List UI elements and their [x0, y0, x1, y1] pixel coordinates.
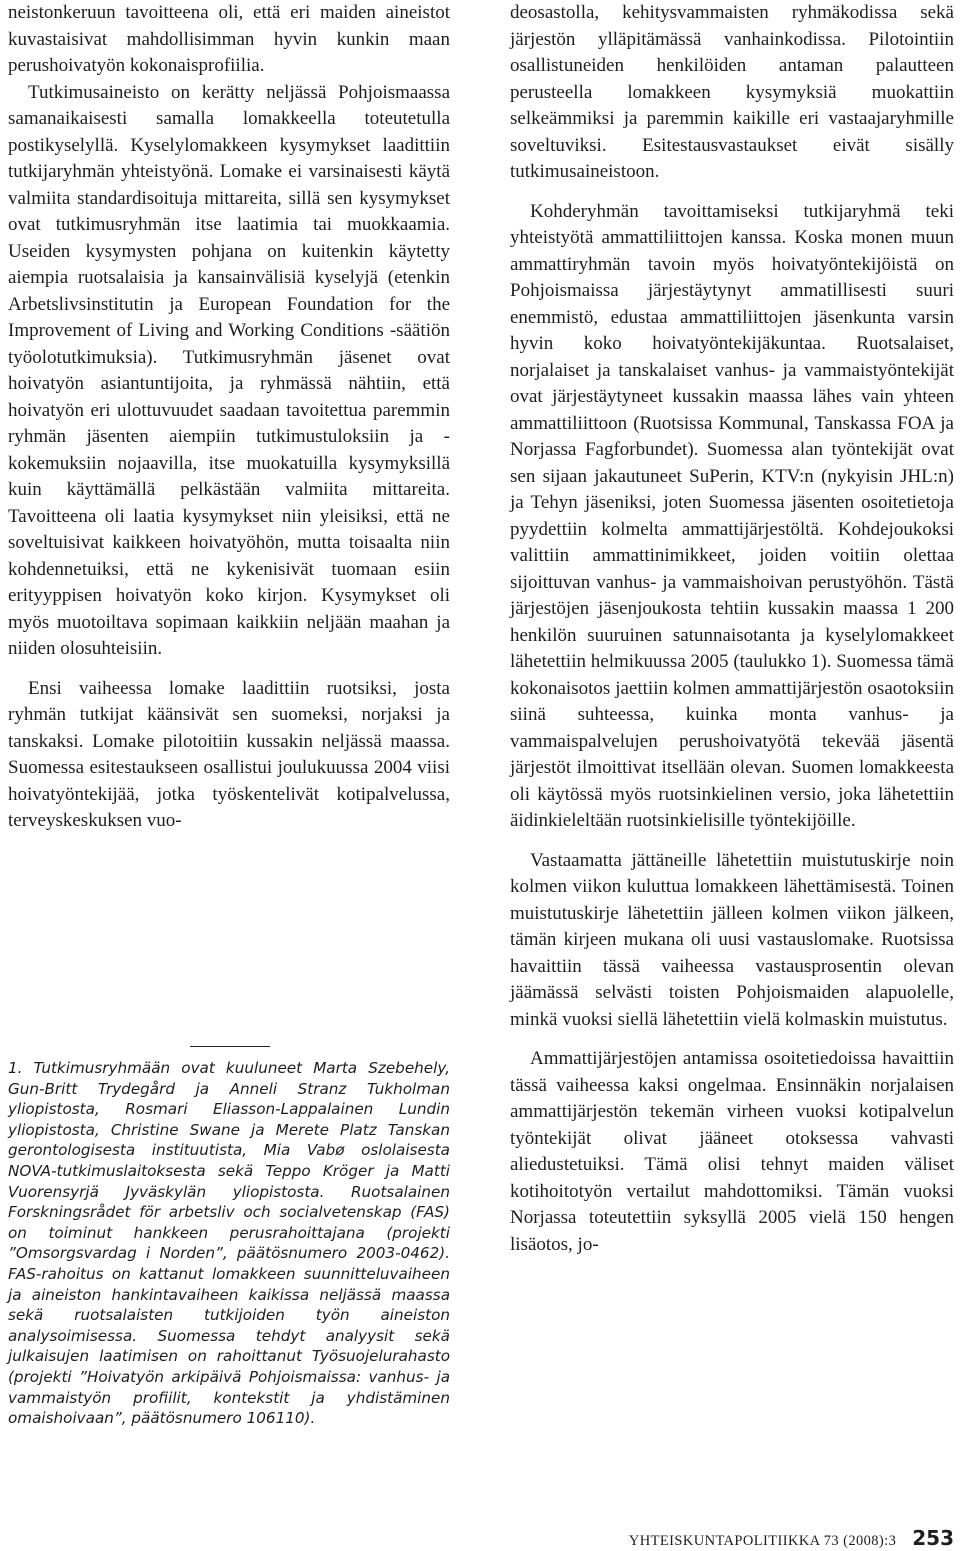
left-column: [8, 0, 450, 835]
paragraph: deosastolla, kehitysvammaisten ryhmäkodissa sekä järjestön ylläpitämässä vanhainkodissa. Pilotointiin osallistuneiden henkilöiden antaman palautteen perusteella lomakkeen kysymyksiä muokattiin selkeämmiksi ja paremmin kaikille eri vastaajaryhmille soveltuviksi. Esitestausvastaukset eivät sisälly tutkimusaineistoon.: [510, 2, 954, 182]
journal-name: YHTEISKUNTAPOLITIIKKA 73 (2008):3: [628, 1533, 897, 1549]
page-footer: [629, 1526, 954, 1550]
right-column: [510, 0, 954, 1258]
page-number: 253: [912, 1526, 954, 1550]
paragraph: Ensi vaiheessa lomake laadittiin ruotsiksi, josta ryhmän tutkijat käänsivät sen suomeksi, norjaksi ja tanskaksi. Lomake pilotoitiin kussakin neljässä maassa. Suomessa esitestaukseen osallistui joulukuussa 2004 viisi hoivatyöntekijää, jotka työskentelivät kotipalvelussa, terveyskeskuksen vuo-: [8, 677, 450, 831]
paragraph: Ammattijärjestöjen antamissa osoitetiedoissa havaittiin tässä vaiheessa kaksi ongelmaa. Ensinnäkin norjalaisen ammattijärjestön tekemän virheen vuoksi kotipalvelun työntekijät olivat jääneet otoksessa vahvasti aliedustetuiksi. Tämä olisi tehnyt maiden väliset kotihoitotyön vertailut mahdottomiksi. Tämän vuoksi Norjassa toteutettiin syksyllä 2005 vielä 150 hengen lisäotos, jo-: [510, 1048, 954, 1255]
paragraph: Kohderyhmän tavoittamiseksi tutkijaryhmä teki yhteistyötä ammattiliittojen kanssa. Koska monen muun ammattiryhmän tavoin myös hoivatyöntekijöistä on Pohjoismaissa järjestäytynyt ammatillisesti suuri enemmistö, edustaa ammattiliittojen jäsenkunta varsin hyvin koko hoivatyöntekijäkuntaa. Ruotsalaiset, norjalaiset ja tanskalaiset vanhus- ja vammaistyöntekijät ovat järjestäytyneet kussakin maassa lähes vain yhteen ammattiliittoon (Ruotsissa Kommunal, Tanskassa FOA ja Norjassa Fagforbundet). Suomessa alan työntekijät ovat sen sijaan jakautuneet SuPerin, KTV:n (nykyisin JHL:n) ja Tehyn jäseniksi, joten Suomessa jäsenten osoitetietoja pyydettiin kolmelta ammattijärjestöltä. Kohdejoukoksi valittiin ammattinimikkeet, joiden voitiin olettaa sijoittuvan vanhus- ja vammaishoivan perustyöhön. Tästä järjestöjen jäsenjoukosta tehtiin kussakin maassa 1 200 henkilön suuruinen satunnaisotanta ja kyselylomakkeet lähetettiin helmikuussa 2005 (taulukko 1). Suomessa tämä kokonaisotos jaettiin kolmen ammattijärjestön osaotoksiin siinä suhteessa, kuinka monta vanhus- ja vammaispalvelujen perushoivatyötä tekevää jäsentä järjestöt ilmoittivat itsellään olevan. Suomen lomakkeesta oli käytössä myös ruotsinkielinen versio, joka lähetettiin äidinkieleltään ruotsinkielisille työntekijöille.: [510, 200, 954, 831]
footnote-separator: [190, 1046, 270, 1047]
paragraph: Tutkimusaineisto on kerätty neljässä Pohjoismaassa samanaikaisesti samalla lomakkeella toteutetulla postikyselyllä. Kyselylomakkeen kysymykset laadittiin tutkijaryhmän yhteistyönä. Lomake ei varsinaisesti käytä valmiita standardisoituja mittareita, sillä sen kysymykset ovat tutkimusryhmän itse laatimia tai muokkaamia. Useiden kysymysten pohjana on kuitenkin käytetty aiempia ruotsalaisia ja kansainvälisiä kyselyjä (etenkin Arbetslivsinstitutin ja European Foundation for the Improvement of Living and Working Conditions -säätiön työolotutkimuksia). Tutkimusryhmän jäsenet ovat hoivatyön asiantuntijoita, ja ryhmässä nähtiin, että hoivatyön eri ulottuvuudet saadaan tavoitettua paremmin ryhmän jäsenten aiempiin tutkimustuloksiin ja -kokemuksiin nojaavilla, itse muokatuilla kysymyksillä kuin käyttämällä pelkästään valmiita mittareita. Tavoitteena oli laatia kysymykset niin yleisiksi, että ne soveltuisivat kaikkeen hoivatyöhön, mutta toisaalta niin kohdennetuiksi, että ne kykenisivät tuomaan esiin erityyppisen hoivatyön koko kirjon. Kysymykset oli myös muotoiltava sopimaan kaikkiin neljään maahan ja niiden olosuhteisiin.: [8, 81, 450, 659]
paragraph: neistonkeruun tavoitteena oli, että eri maiden aineistot kuvastaisivat mahdollisimman hyvin kunkin maan perushoivatyön kokonaisprofiilia.: [8, 2, 450, 76]
paragraph: Vastaamatta jättäneille lähetettiin muistutuskirje noin kolmen viikon kuluttua lomakkeen lähettämisestä. Toinen muistutuskirje lähetettiin jälleen kolmen viikon jälkeen, tämän kirjeen mukana oli uusi vastauslomake. Ruotsissa havaittiin tässä vaiheessa vastausprosentin olevan jäämässä selvästi toisten Pohjoismaiden alapuolelle, minkä vuoksi siellä lähetettiin vielä kolmaskin muistutus.: [510, 849, 954, 1030]
footnote: 1. Tutkimusryhmään ovat kuuluneet Marta Szebehely, Gun-Britt Trydegård ja Anneli Stranz Tukholman yliopistosta, Rosmari Eliasson-Lappalainen Lundin yliopistosta, Christine Swane ja Merete Platz Tanskan gerontologisesta instituutista, Mia Vabø oslolaisesta NOVA-tutkimuslaitoksesta sekä Teppo Kröger ja Matti Vuorensyrjä Jyväskylän yliopistosta. Ruotsalainen Forskningsrådet för arbetsliv och socialvetenskap (FAS) on toiminut hankkeen perusrahoittajana (projekti ”Omsorgsvardag i Norden”, päätösnumero 2003-0462). FAS-rahoitus on kattanut lomakkeen suunnitteluvaiheen ja aineiston hankintavaiheen kaikissa neljässä maassa sekä ruotsalaisten tutkijoiden työn aineiston analysoimisessa. Suomessa tehdyt analyysit sekä julkaisujen laatimisen on rahoittanut Työsuojelurahasto (projekti ”Hoivatyön arkipäivä Pohjoismaissa: vanhus- ja vammaistyön profiilit, kontekstit ja yhdistäminen omaishoivaan”, päätösnumero 106110).: [8, 1059, 450, 1428]
